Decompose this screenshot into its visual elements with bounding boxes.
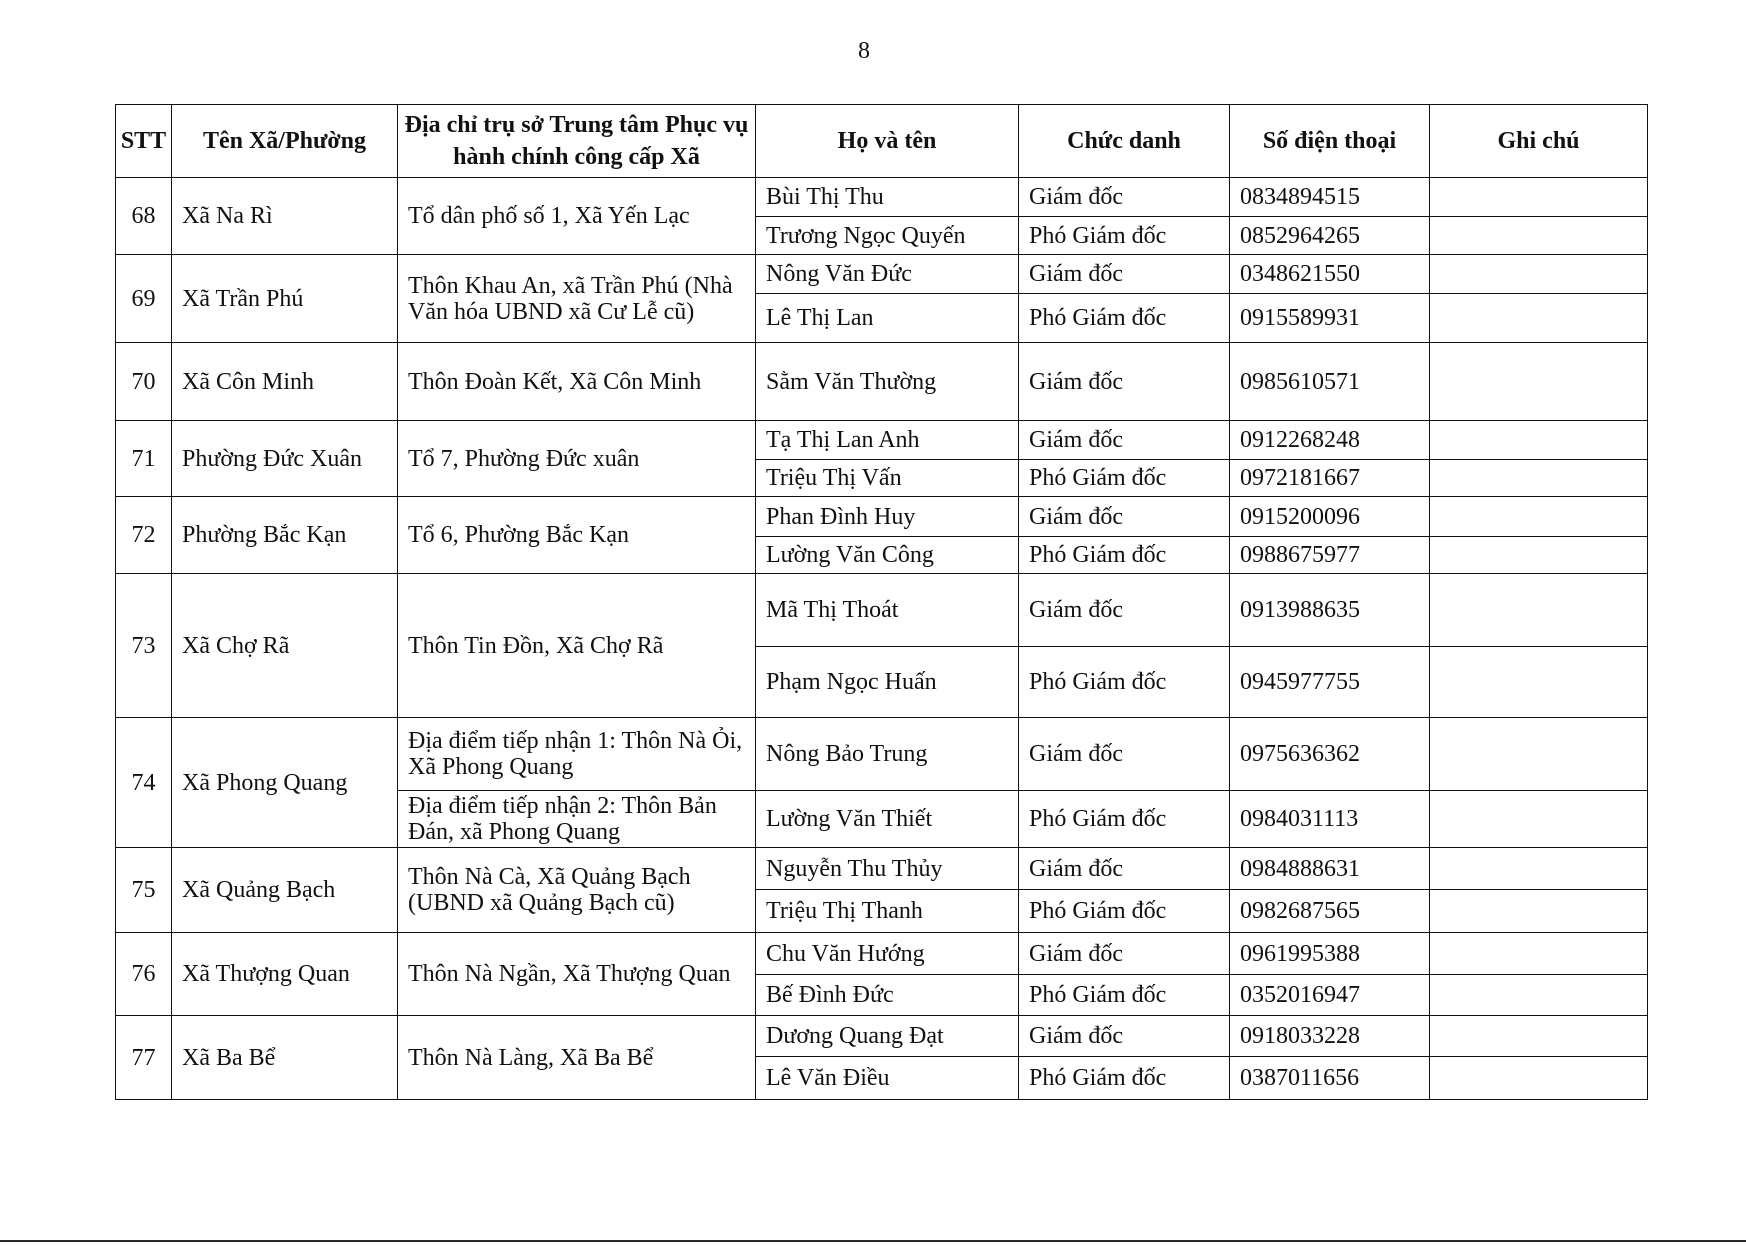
note-cell bbox=[1430, 421, 1648, 460]
note-cell bbox=[1430, 343, 1648, 421]
person-name: Triệu Thị Vấn bbox=[756, 460, 1019, 497]
person-title: Giám đốc bbox=[1019, 848, 1230, 890]
header-address: Địa chỉ trụ sở Trung tâm Phục vụ hành chính công cấp Xã bbox=[398, 105, 756, 178]
note-cell bbox=[1430, 848, 1648, 890]
note-cell bbox=[1430, 1016, 1648, 1057]
office-address: Thôn Nà Ngần, Xã Thượng Quan bbox=[398, 933, 756, 1016]
office-address: Thôn Đoàn Kết, Xã Côn Minh bbox=[398, 343, 756, 421]
person-name: Lê Thị Lan bbox=[756, 294, 1019, 343]
office-address: Địa điểm tiếp nhận 2: Thôn Bản Đán, xã Phong Quang bbox=[398, 791, 756, 848]
stt-cell: 70 bbox=[116, 343, 172, 421]
table-row bbox=[116, 497, 1648, 537]
person-phone: 0945977755 bbox=[1230, 647, 1430, 718]
person-phone: 0852964265 bbox=[1230, 217, 1430, 255]
office-address: Tổ 7, Phường Đức xuân bbox=[398, 421, 756, 497]
person-title: Giám đốc bbox=[1019, 421, 1230, 460]
note-cell bbox=[1430, 933, 1648, 975]
person-phone: 0975636362 bbox=[1230, 718, 1430, 791]
commune-name: Xã Côn Minh bbox=[172, 343, 398, 421]
note-cell bbox=[1430, 178, 1648, 217]
person-phone: 0984888631 bbox=[1230, 848, 1430, 890]
header-full-name: Họ và tên bbox=[756, 105, 1019, 178]
note-cell bbox=[1430, 647, 1648, 718]
note-cell bbox=[1430, 574, 1648, 647]
person-phone: 0918033228 bbox=[1230, 1016, 1430, 1057]
person-name: Chu Văn Hướng bbox=[756, 933, 1019, 975]
note-cell bbox=[1430, 497, 1648, 537]
note-cell bbox=[1430, 537, 1648, 574]
office-address: Thôn Tin Đồn, Xã Chợ Rã bbox=[398, 574, 756, 718]
commune-name: Xã Ba Bể bbox=[172, 1016, 398, 1100]
header-note: Ghi chú bbox=[1430, 105, 1648, 178]
person-phone: 0915200096 bbox=[1230, 497, 1430, 537]
person-phone: 0972181667 bbox=[1230, 460, 1430, 497]
person-phone: 0982687565 bbox=[1230, 890, 1430, 933]
person-phone: 0984031113 bbox=[1230, 791, 1430, 848]
table-row bbox=[116, 933, 1648, 975]
note-cell bbox=[1430, 217, 1648, 255]
commune-name: Xã Chợ Rã bbox=[172, 574, 398, 718]
person-title: Phó Giám đốc bbox=[1019, 294, 1230, 343]
person-title: Giám đốc bbox=[1019, 255, 1230, 294]
commune-name: Xã Quảng Bạch bbox=[172, 848, 398, 933]
table-row bbox=[116, 574, 1648, 647]
person-phone: 0961995388 bbox=[1230, 933, 1430, 975]
person-phone: 0834894515 bbox=[1230, 178, 1430, 217]
person-title: Giám đốc bbox=[1019, 178, 1230, 217]
person-phone: 0348621550 bbox=[1230, 255, 1430, 294]
person-phone: 0913988635 bbox=[1230, 574, 1430, 647]
table-row bbox=[116, 848, 1648, 890]
stt-cell: 68 bbox=[116, 178, 172, 255]
note-cell bbox=[1430, 718, 1648, 791]
page-number: 8 bbox=[858, 38, 870, 64]
person-title: Giám đốc bbox=[1019, 343, 1230, 421]
commune-name: Xã Trần Phú bbox=[172, 255, 398, 343]
office-address: Tổ 6, Phường Bắc Kạn bbox=[398, 497, 756, 574]
commune-name: Xã Na Rì bbox=[172, 178, 398, 255]
table-row bbox=[116, 421, 1648, 460]
header-phone: Số điện thoại bbox=[1230, 105, 1430, 178]
note-cell bbox=[1430, 255, 1648, 294]
office-address: Thôn Nà Làng, Xã Ba Bể bbox=[398, 1016, 756, 1100]
person-name: Lê Văn Điều bbox=[756, 1057, 1019, 1100]
commune-name: Xã Thượng Quan bbox=[172, 933, 398, 1016]
note-cell bbox=[1430, 294, 1648, 343]
note-cell bbox=[1430, 1057, 1648, 1100]
person-title: Phó Giám đốc bbox=[1019, 890, 1230, 933]
header-position: Chức danh bbox=[1019, 105, 1230, 178]
table-row bbox=[116, 343, 1648, 421]
person-phone: 0985610571 bbox=[1230, 343, 1430, 421]
person-name: Phan Đình Huy bbox=[756, 497, 1019, 537]
person-name: Mã Thị Thoát bbox=[756, 574, 1019, 647]
person-phone: 0988675977 bbox=[1230, 537, 1430, 574]
commune-name: Phường Bắc Kạn bbox=[172, 497, 398, 574]
person-title: Giám đốc bbox=[1019, 1016, 1230, 1057]
person-name: Bùi Thị Thu bbox=[756, 178, 1019, 217]
stt-cell: 71 bbox=[116, 421, 172, 497]
stt-cell: 72 bbox=[116, 497, 172, 574]
table-row bbox=[116, 718, 1648, 791]
person-title: Phó Giám đốc bbox=[1019, 791, 1230, 848]
person-title: Giám đốc bbox=[1019, 933, 1230, 975]
stt-cell: 74 bbox=[116, 718, 172, 848]
person-phone: 0352016947 bbox=[1230, 975, 1430, 1016]
commune-name: Phường Đức Xuân bbox=[172, 421, 398, 497]
person-name: Dương Quang Đạt bbox=[756, 1016, 1019, 1057]
person-title: Phó Giám đốc bbox=[1019, 460, 1230, 497]
stt-cell: 69 bbox=[116, 255, 172, 343]
person-name: Tạ Thị Lan Anh bbox=[756, 421, 1019, 460]
stt-cell: 76 bbox=[116, 933, 172, 1016]
note-cell bbox=[1430, 460, 1648, 497]
person-title: Giám đốc bbox=[1019, 718, 1230, 791]
office-address: Địa điểm tiếp nhận 1: Thôn Nà Ỏi, Xã Phong Quang bbox=[398, 718, 756, 791]
person-title: Phó Giám đốc bbox=[1019, 975, 1230, 1016]
person-phone: 0912268248 bbox=[1230, 421, 1430, 460]
person-name: Triệu Thị Thanh bbox=[756, 890, 1019, 933]
person-name: Bế Đình Đức bbox=[756, 975, 1019, 1016]
table-row bbox=[116, 255, 1648, 294]
office-address: Tổ dân phố số 1, Xã Yến Lạc bbox=[398, 178, 756, 255]
note-cell bbox=[1430, 791, 1648, 848]
stt-cell: 73 bbox=[116, 574, 172, 718]
person-title: Phó Giám đốc bbox=[1019, 217, 1230, 255]
person-title: Phó Giám đốc bbox=[1019, 537, 1230, 574]
person-name: Lường Văn Thiết bbox=[756, 791, 1019, 848]
person-name: Phạm Ngọc Huấn bbox=[756, 647, 1019, 718]
person-phone: 0915589931 bbox=[1230, 294, 1430, 343]
table-row bbox=[116, 1016, 1648, 1057]
person-name: Sằm Văn Thường bbox=[756, 343, 1019, 421]
person-name: Nông Văn Đức bbox=[756, 255, 1019, 294]
scan-edge-line bbox=[0, 1240, 1746, 1242]
person-title: Phó Giám đốc bbox=[1019, 647, 1230, 718]
note-cell bbox=[1430, 890, 1648, 933]
header-stt: STT bbox=[116, 105, 172, 178]
person-title: Phó Giám đốc bbox=[1019, 1057, 1230, 1100]
service-center-staff-table bbox=[115, 104, 1648, 1100]
office-address: Thôn Nà Cà, Xã Quảng Bạch (UBND xã Quảng Bạch cũ) bbox=[398, 848, 756, 933]
office-address: Thôn Khau An, xã Trần Phú (Nhà Văn hóa UBND xã Cư Lễ cũ) bbox=[398, 255, 756, 343]
person-title: Giám đốc bbox=[1019, 574, 1230, 647]
person-phone: 0387011656 bbox=[1230, 1057, 1430, 1100]
stt-cell: 75 bbox=[116, 848, 172, 933]
note-cell bbox=[1430, 975, 1648, 1016]
header-commune: Tên Xã/Phường bbox=[172, 105, 398, 178]
person-title: Giám đốc bbox=[1019, 497, 1230, 537]
person-name: Lường Văn Công bbox=[756, 537, 1019, 574]
person-name: Nguyễn Thu Thủy bbox=[756, 848, 1019, 890]
person-name: Trương Ngọc Quyến bbox=[756, 217, 1019, 255]
header-row bbox=[116, 105, 1648, 178]
table-row bbox=[116, 178, 1648, 217]
stt-cell: 77 bbox=[116, 1016, 172, 1100]
person-name: Nông Bảo Trung bbox=[756, 718, 1019, 791]
commune-name: Xã Phong Quang bbox=[172, 718, 398, 848]
